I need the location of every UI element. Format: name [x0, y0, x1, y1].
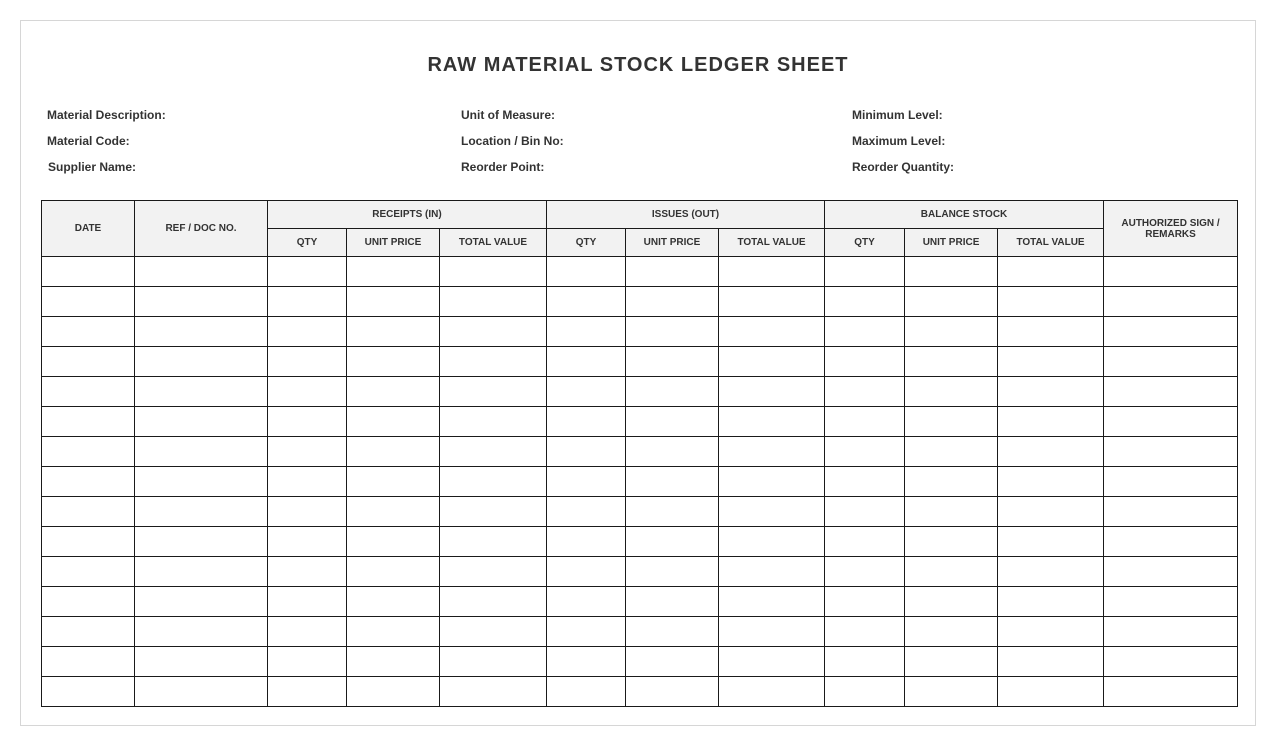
balance-unit-price-cell[interactable] [905, 587, 998, 617]
balance-total-value-cell[interactable] [998, 437, 1104, 467]
receipts-qty-cell[interactable] [268, 497, 347, 527]
balance-total-value-cell[interactable] [998, 317, 1104, 347]
remarks-cell[interactable] [1104, 287, 1238, 317]
receipts-qty-cell[interactable] [268, 677, 347, 707]
issues-qty-cell[interactable] [547, 527, 626, 557]
issues-unit-price-cell[interactable] [626, 407, 719, 437]
issues-total-value-header: TOTAL VALUE [719, 229, 825, 257]
receipts-total-value-cell[interactable] [440, 377, 547, 407]
balance-unit-price-header: UNIT PRICE [905, 229, 998, 257]
ref-cell[interactable] [135, 437, 268, 467]
issues-total-value-cell[interactable] [719, 347, 825, 377]
issues-total-value-cell[interactable] [719, 467, 825, 497]
balance-unit-price-cell[interactable] [905, 617, 998, 647]
balance-qty-cell[interactable] [825, 437, 905, 467]
receipts-unit-price-cell[interactable] [347, 437, 440, 467]
table-row [42, 317, 1238, 347]
page-title: RAW MATERIAL STOCK LEDGER SHEET [427, 54, 849, 76]
ref-cell[interactable] [135, 377, 268, 407]
ledger-sheet [20, 20, 1256, 726]
receipts-qty-cell[interactable] [268, 587, 347, 617]
receipts-total-value-cell[interactable] [440, 317, 547, 347]
receipts-total-value-cell[interactable] [440, 497, 547, 527]
receipts-total-value-cell[interactable] [440, 647, 547, 677]
receipts-total-value-cell[interactable] [440, 677, 547, 707]
date-cell[interactable] [42, 557, 135, 587]
reorder-point-label: Reorder Point: [461, 160, 545, 174]
balance-unit-price-cell[interactable] [905, 257, 998, 287]
receipts-total-value-cell[interactable] [440, 347, 547, 377]
receipts-total-value-cell[interactable] [440, 467, 547, 497]
balance-qty-cell[interactable] [825, 467, 905, 497]
balance-qty-cell[interactable] [825, 407, 905, 437]
balance-qty-cell[interactable] [825, 617, 905, 647]
receipts-qty-cell[interactable] [268, 347, 347, 377]
table-row [42, 677, 1238, 707]
receipts-unit-price-cell[interactable] [347, 677, 440, 707]
issues-total-value-cell[interactable] [719, 677, 825, 707]
balance-qty-cell[interactable] [825, 317, 905, 347]
receipts-unit-price-cell[interactable] [347, 617, 440, 647]
balance-unit-price-cell[interactable] [905, 557, 998, 587]
date-cell[interactable] [42, 467, 135, 497]
receipts-qty-cell[interactable] [268, 467, 347, 497]
receipts-qty-cell[interactable] [268, 257, 347, 287]
receipts-total-value-header: TOTAL VALUE [440, 229, 547, 257]
receipts-qty-cell[interactable] [268, 647, 347, 677]
issues-qty-header: QTY [547, 229, 626, 257]
balance-unit-price-cell[interactable] [905, 527, 998, 557]
table-row [42, 467, 1238, 497]
balance-total-value-cell[interactable] [998, 347, 1104, 377]
balance-unit-price-cell[interactable] [905, 677, 998, 707]
date-cell[interactable] [42, 257, 135, 287]
issues-qty-cell[interactable] [547, 497, 626, 527]
receipts-unit-price-cell[interactable] [347, 257, 440, 287]
balance-unit-price-cell[interactable] [905, 317, 998, 347]
remarks-cell[interactable] [1104, 557, 1238, 587]
remarks-cell[interactable] [1104, 647, 1238, 677]
issues-qty-cell[interactable] [547, 317, 626, 347]
issues-qty-cell[interactable] [547, 587, 626, 617]
balance-unit-price-cell[interactable] [905, 647, 998, 677]
remarks-cell[interactable] [1104, 257, 1238, 287]
receipts-unit-price-cell[interactable] [347, 377, 440, 407]
remarks-header: AUTHORIZED SIGN / REMARKS [1104, 201, 1238, 257]
issues-unit-price-cell[interactable] [626, 287, 719, 317]
date-header: DATE [42, 201, 135, 257]
date-cell[interactable] [42, 647, 135, 677]
balance-unit-price-cell[interactable] [905, 437, 998, 467]
ref-doc-header: REF / DOC NO. [135, 201, 268, 257]
receipts-unit-price-cell[interactable] [347, 647, 440, 677]
balance-total-value-cell[interactable] [998, 617, 1104, 647]
issues-total-value-cell[interactable] [719, 377, 825, 407]
issues-unit-price-cell[interactable] [626, 467, 719, 497]
receipts-qty-cell[interactable] [268, 617, 347, 647]
issues-unit-price-cell[interactable] [626, 257, 719, 287]
balance-total-value-cell[interactable] [998, 587, 1104, 617]
table-row [42, 287, 1238, 317]
table-row [42, 437, 1238, 467]
balance-total-value-cell[interactable] [998, 287, 1104, 317]
issues-unit-price-header: UNIT PRICE [626, 229, 719, 257]
balance-qty-header: QTY [825, 229, 905, 257]
receipts-qty-cell[interactable] [268, 317, 347, 347]
receipts-unit-price-cell[interactable] [347, 587, 440, 617]
receipts-total-value-cell[interactable] [440, 557, 547, 587]
date-cell[interactable] [42, 287, 135, 317]
receipts-unit-price-header: UNIT PRICE [347, 229, 440, 257]
receipts-qty-cell[interactable] [268, 437, 347, 467]
receipts-qty-cell[interactable] [268, 557, 347, 587]
issues-total-value-cell[interactable] [719, 527, 825, 557]
balance-qty-cell[interactable] [825, 347, 905, 377]
issues-unit-price-cell[interactable] [626, 677, 719, 707]
ref-cell[interactable] [135, 647, 268, 677]
date-cell[interactable] [42, 347, 135, 377]
table-row [42, 647, 1238, 677]
remarks-cell[interactable] [1104, 527, 1238, 557]
receipts-total-value-cell[interactable] [440, 617, 547, 647]
balance-qty-cell[interactable] [825, 257, 905, 287]
table-row [42, 377, 1238, 407]
balance-qty-cell[interactable] [825, 587, 905, 617]
receipts-unit-price-cell[interactable] [347, 407, 440, 437]
balance-total-value-cell[interactable] [998, 257, 1104, 287]
balance-qty-cell[interactable] [825, 557, 905, 587]
issues-qty-cell[interactable] [547, 647, 626, 677]
date-cell[interactable] [42, 677, 135, 707]
issues-total-value-cell[interactable] [719, 407, 825, 437]
ref-cell[interactable] [135, 557, 268, 587]
receipts-qty-cell[interactable] [268, 287, 347, 317]
receipts-total-value-cell[interactable] [440, 257, 547, 287]
issues-unit-price-cell[interactable] [626, 437, 719, 467]
balance-unit-price-cell[interactable] [905, 347, 998, 377]
ref-cell[interactable] [135, 287, 268, 317]
issues-total-value-cell[interactable] [719, 617, 825, 647]
receipts-total-value-cell[interactable] [440, 437, 547, 467]
balance-qty-cell[interactable] [825, 527, 905, 557]
table-row [42, 527, 1238, 557]
balance-unit-price-cell[interactable] [905, 287, 998, 317]
balance-total-value-cell[interactable] [998, 557, 1104, 587]
issues-unit-price-cell[interactable] [626, 557, 719, 587]
receipts-unit-price-cell[interactable] [347, 527, 440, 557]
balance-stock-header: BALANCE STOCK [825, 201, 1104, 229]
receipts-unit-price-cell[interactable] [347, 317, 440, 347]
balance-qty-cell[interactable] [825, 287, 905, 317]
issues-unit-price-cell[interactable] [626, 377, 719, 407]
receipts-header: RECEIPTS (IN) [268, 201, 547, 229]
remarks-cell[interactable] [1104, 347, 1238, 377]
ref-cell[interactable] [135, 467, 268, 497]
supplier-name-label: Supplier Name: [48, 160, 137, 174]
table-row [42, 497, 1238, 527]
receipts-total-value-cell[interactable] [440, 407, 547, 437]
issues-total-value-cell[interactable] [719, 647, 825, 677]
issues-unit-price-cell[interactable] [626, 587, 719, 617]
receipts-total-value-cell[interactable] [440, 587, 547, 617]
ref-cell[interactable] [135, 527, 268, 557]
ref-cell[interactable] [135, 347, 268, 377]
balance-total-value-header: TOTAL VALUE [998, 229, 1104, 257]
balance-total-value-cell[interactable] [998, 377, 1104, 407]
remarks-cell[interactable] [1104, 617, 1238, 647]
date-cell[interactable] [42, 527, 135, 557]
issues-qty-cell[interactable] [547, 437, 626, 467]
issues-unit-price-cell[interactable] [626, 317, 719, 347]
remarks-cell[interactable] [1104, 437, 1238, 467]
table-row [42, 257, 1238, 287]
date-cell[interactable] [42, 377, 135, 407]
balance-unit-price-cell[interactable] [905, 497, 998, 527]
issues-unit-price-cell[interactable] [626, 347, 719, 377]
issues-unit-price-cell[interactable] [626, 647, 719, 677]
issues-unit-price-cell[interactable] [626, 617, 719, 647]
location-bin-label: Location / Bin No: [461, 134, 564, 148]
ref-cell[interactable] [135, 587, 268, 617]
remarks-cell[interactable] [1104, 497, 1238, 527]
remarks-cell[interactable] [1104, 377, 1238, 407]
issues-qty-cell[interactable] [547, 677, 626, 707]
issues-qty-cell[interactable] [547, 287, 626, 317]
balance-total-value-cell[interactable] [998, 527, 1104, 557]
date-cell[interactable] [42, 497, 135, 527]
receipts-unit-price-cell[interactable] [347, 287, 440, 317]
receipts-qty-header: QTY [268, 229, 347, 257]
issues-qty-cell[interactable] [547, 347, 626, 377]
remarks-cell[interactable] [1104, 467, 1238, 497]
issues-total-value-cell[interactable] [719, 257, 825, 287]
issues-total-value-cell[interactable] [719, 587, 825, 617]
ref-cell[interactable] [135, 317, 268, 347]
ledger-table [41, 200, 1238, 707]
balance-unit-price-cell[interactable] [905, 467, 998, 497]
issues-qty-cell[interactable] [547, 617, 626, 647]
maximum-level-label: Maximum Level: [852, 134, 946, 148]
receipts-unit-price-cell[interactable] [347, 347, 440, 377]
table-row [42, 617, 1238, 647]
ref-cell[interactable] [135, 257, 268, 287]
balance-unit-price-cell[interactable] [905, 377, 998, 407]
issues-qty-cell[interactable] [547, 467, 626, 497]
material-description-label: Material Description: [47, 108, 166, 122]
reorder-quantity-label: Reorder Quantity: [852, 160, 955, 174]
issues-qty-cell[interactable] [547, 407, 626, 437]
issues-unit-price-cell[interactable] [626, 527, 719, 557]
balance-qty-cell[interactable] [825, 497, 905, 527]
receipts-total-value-cell[interactable] [440, 527, 547, 557]
minimum-level-label: Minimum Level: [852, 108, 943, 122]
date-cell[interactable] [42, 317, 135, 347]
balance-unit-price-cell[interactable] [905, 407, 998, 437]
receipts-qty-cell[interactable] [268, 407, 347, 437]
receipts-unit-price-cell[interactable] [347, 467, 440, 497]
date-cell[interactable] [42, 407, 135, 437]
issues-unit-price-cell[interactable] [626, 497, 719, 527]
date-cell[interactable] [42, 587, 135, 617]
ref-cell[interactable] [135, 617, 268, 647]
issues-total-value-cell[interactable] [719, 287, 825, 317]
balance-qty-cell[interactable] [825, 377, 905, 407]
receipts-total-value-cell[interactable] [440, 287, 547, 317]
balance-total-value-cell[interactable] [998, 677, 1104, 707]
ref-cell[interactable] [135, 677, 268, 707]
receipts-qty-cell[interactable] [268, 527, 347, 557]
remarks-cell[interactable] [1104, 407, 1238, 437]
balance-total-value-cell[interactable] [998, 497, 1104, 527]
issues-total-value-cell[interactable] [719, 557, 825, 587]
issues-total-value-cell[interactable] [719, 437, 825, 467]
receipts-unit-price-cell[interactable] [347, 497, 440, 527]
receipts-qty-cell[interactable] [268, 377, 347, 407]
issues-qty-cell[interactable] [547, 257, 626, 287]
issues-total-value-cell[interactable] [719, 317, 825, 347]
issues-qty-cell[interactable] [547, 377, 626, 407]
balance-qty-cell[interactable] [825, 677, 905, 707]
issues-header: ISSUES (OUT) [547, 201, 825, 229]
issues-qty-cell[interactable] [547, 557, 626, 587]
balance-total-value-cell[interactable] [998, 407, 1104, 437]
balance-total-value-cell[interactable] [998, 647, 1104, 677]
issues-total-value-cell[interactable] [719, 497, 825, 527]
remarks-cell[interactable] [1104, 677, 1238, 707]
balance-qty-cell[interactable] [825, 647, 905, 677]
table-row [42, 557, 1238, 587]
table-row [42, 407, 1238, 437]
ref-cell[interactable] [135, 407, 268, 437]
table-row [42, 347, 1238, 377]
ref-cell[interactable] [135, 497, 268, 527]
date-cell[interactable] [42, 617, 135, 647]
remarks-cell[interactable] [1104, 587, 1238, 617]
receipts-unit-price-cell[interactable] [347, 557, 440, 587]
balance-total-value-cell[interactable] [998, 467, 1104, 497]
material-code-label: Material Code: [47, 134, 130, 148]
ledger-body [42, 257, 1238, 707]
table-row [42, 587, 1238, 617]
date-cell[interactable] [42, 437, 135, 467]
remarks-cell[interactable] [1104, 317, 1238, 347]
unit-of-measure-label: Unit of Measure: [461, 108, 556, 122]
